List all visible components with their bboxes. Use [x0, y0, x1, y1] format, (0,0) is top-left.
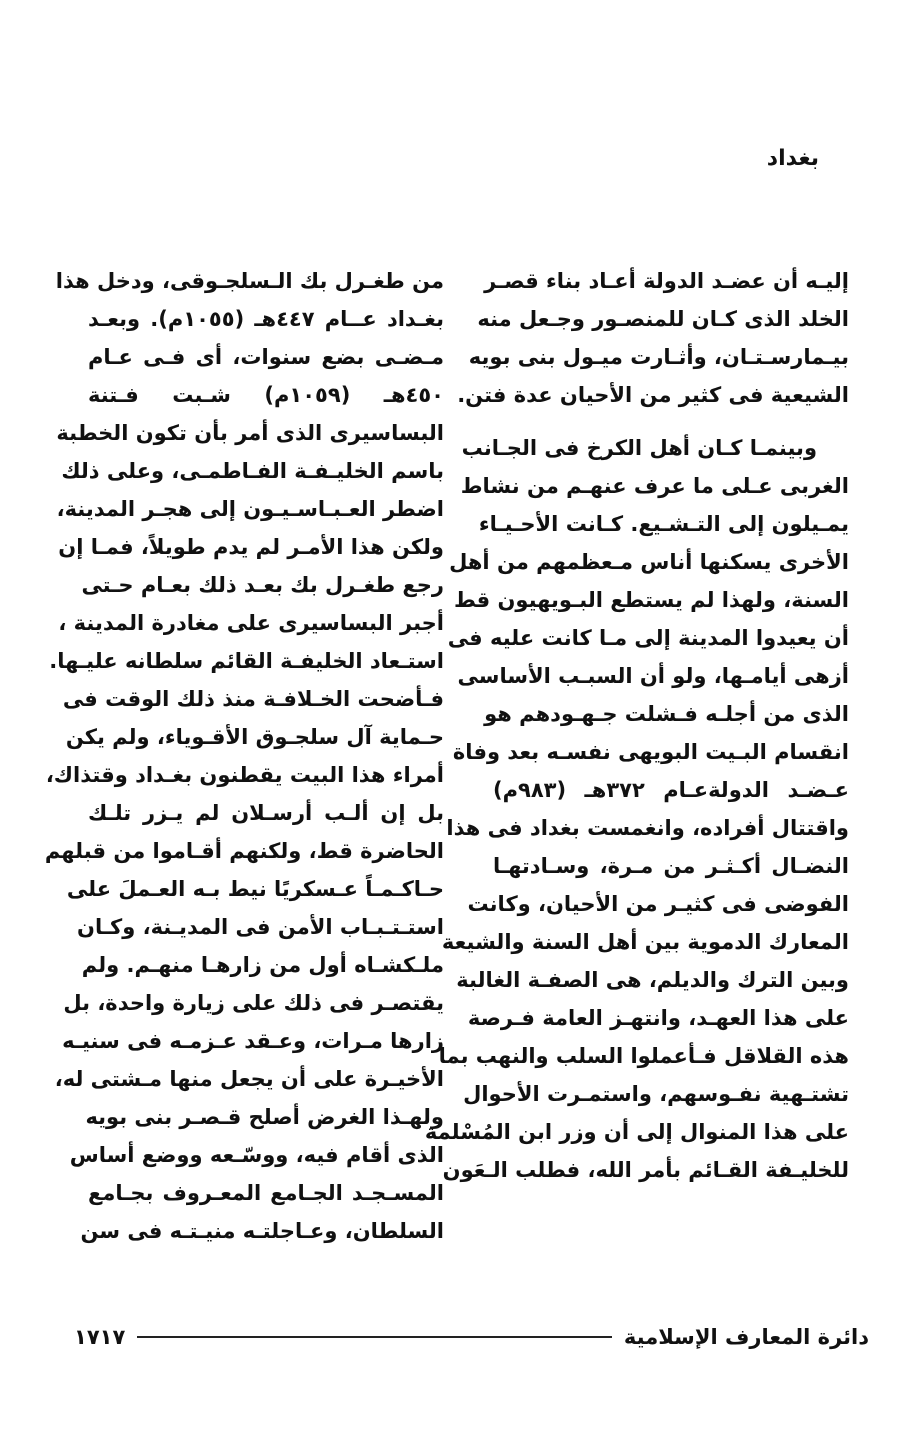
text-line: الغربى عـلى ما عرف عنهـم من نشاط [460, 474, 849, 498]
text-line: الحاضرة قط، ولكنهم أقـاموا من قبلهم [44, 839, 444, 863]
text-line: إليـه أن عضـد الدولة أعـاد بناء قصـر [484, 269, 849, 293]
text-line: بيـمارسـتـان، وأثـارت ميـول بنى بويه [468, 345, 849, 369]
paragraph [457, 262, 849, 414]
text-line: استـعاد الخليفـة القائم سلطانه عليـها. [49, 649, 444, 673]
page-footer [74, 1322, 869, 1352]
text-line: ملـكشـاه أول من زارهـا منهـم. ولم [81, 953, 444, 977]
text-line: ٤٥٠هـ (١٠٥٩م) شـبت فـتنة [88, 383, 444, 407]
text-line: السنة، ولهذا لم يستطع البـويهيون قط [453, 588, 849, 612]
text-line: اضطر العـبـاسـيـون إلى هجـر المدينة، [56, 497, 444, 521]
text-line: بل إن ألـب أرسـلان لم يـزر تلـك [88, 801, 444, 825]
text-line: على هذا العهـد، وانتهـز العامة فـرصة [467, 1006, 849, 1030]
text-line: رجع طغـرل بك بعـد ذلك بعـام حـتى [81, 573, 444, 597]
text-line: الفوضى فى كثيـر من الأحيان، وكانت [467, 892, 849, 916]
text-line: هذه القلاقل فـأعملوا السلب والنهب بما [438, 1044, 849, 1068]
text-line: ولكن هذا الأمـر لم يدم طويلاً، فمـا إن [58, 535, 444, 559]
text-column-right [424, 262, 849, 1189]
text-line: حـاكـمـاً عـسكريًا نيط بـه العـملَ على [66, 877, 444, 901]
text-line: الذى أقام فيه، ووسّـعه ووضع أساس [69, 1143, 444, 1167]
text-line: الخلد الذى كـان للمنصـور وجـعل منه [477, 307, 849, 331]
text-line: وبينمـا كـان أهل الكرخ فى الجـانب [461, 436, 817, 460]
text-line: زارها مـرات، وعـقد عـزمـه فى سنيـه [62, 1029, 444, 1053]
text-line: الأخيـرة على أن يجعل منها مـشتى له، [54, 1067, 444, 1091]
text-line: يقتصـر فى ذلك على زيارة واحدة، بل [63, 991, 444, 1015]
paragraph [44, 262, 444, 1250]
running-head: بغداد [766, 146, 819, 171]
text-line: يمـيلون إلى التـشـيع. كـانت الأحـيـاء [478, 512, 849, 536]
text-line: حـماية آل سلجـوق الأقـوياء، ولم يكن [65, 725, 444, 749]
paragraph [424, 429, 849, 1189]
footer-title: دائرة المعارف الإسلامية [623, 1325, 869, 1349]
text-line: بغـداد عــام ٤٤٧هـ (١٠٥٥م). وبعـد [88, 307, 444, 331]
text-line: أجبر البساسيرى على مغادرة المدينة ، [58, 611, 444, 635]
footer-rule [137, 1336, 612, 1338]
text-line: الأخرى يسكنها أناس مـعظمهم من أهل [449, 550, 849, 574]
text-line: المسـجـد الجـامع المعـروف بجـامع [88, 1181, 444, 1205]
text-line: من طغـرل بك الـسلجـوقى، ودخل هذا [55, 269, 444, 293]
text-line: انقسام البـيت البويهى نفسـه بعد وفاة [452, 740, 849, 764]
text-line: على هذا المنوال إلى أن وزر ابن المُسْلمة [424, 1120, 849, 1144]
paragraph-gap [493, 414, 849, 429]
text-line: السلطان، وعـاجلتـه منيـتـه فى سن [80, 1219, 444, 1243]
text-line: الذى من أجلـه فـشلت جـهـودهم هو [484, 702, 849, 726]
text-line: للخليـفة القـائم بأمر الله، فطلب الـعَون [442, 1158, 849, 1182]
text-line: أن يعيدوا المدينة إلى مـا كانت عليه فى [447, 626, 849, 650]
text-line: النضـال أكـثـر من مـرة، وسـادتهـا [493, 854, 849, 878]
text-line: تشتـهية نفـوسهم، واستمـرت الأحوال [463, 1082, 849, 1106]
text-line: البساسيرى الذى أمر بأن تكون الخطبة [56, 421, 444, 445]
text-line: واقتتال أفراده، وانغمست بغداد فى هذا [446, 816, 849, 840]
text-line: أمراء هذا البيت يقطنون بغـداد وقتذاك، [45, 763, 444, 787]
text-line: ولهـذا الغرض أصلح قـصـر بنى بويه [85, 1105, 444, 1129]
text-line: عـضـد الدولةعـام ٣٧٢هـ (٩٨٣م) [493, 778, 849, 802]
page-number: ١٧١٧ [74, 1325, 126, 1349]
text-line: استـتـبـاب الأمن فى المديـنة، وكـان [77, 915, 444, 939]
text-line: وبين الترك والديلم، هى الصفـة الغالبة [456, 968, 849, 992]
text-line: أزهى أيامـها، ولو أن السبـب الأساسى [457, 664, 849, 688]
text-line: باسم الخليـفـة الفـاطمـى، وعلى ذلك [61, 459, 444, 483]
text-line: المعارك الدموية بين أهل السنة والشيعة [441, 930, 849, 954]
text-line: الشيعية فى كثير من الأحيان عدة فتن. [457, 383, 849, 407]
text-line: مـضـى بضع سنوات، أى فـى عـام [88, 345, 444, 369]
text-column-left [44, 262, 444, 1250]
text-line: فـأضحت الخـلافـة منذ ذلك الوقت فى [62, 687, 444, 711]
